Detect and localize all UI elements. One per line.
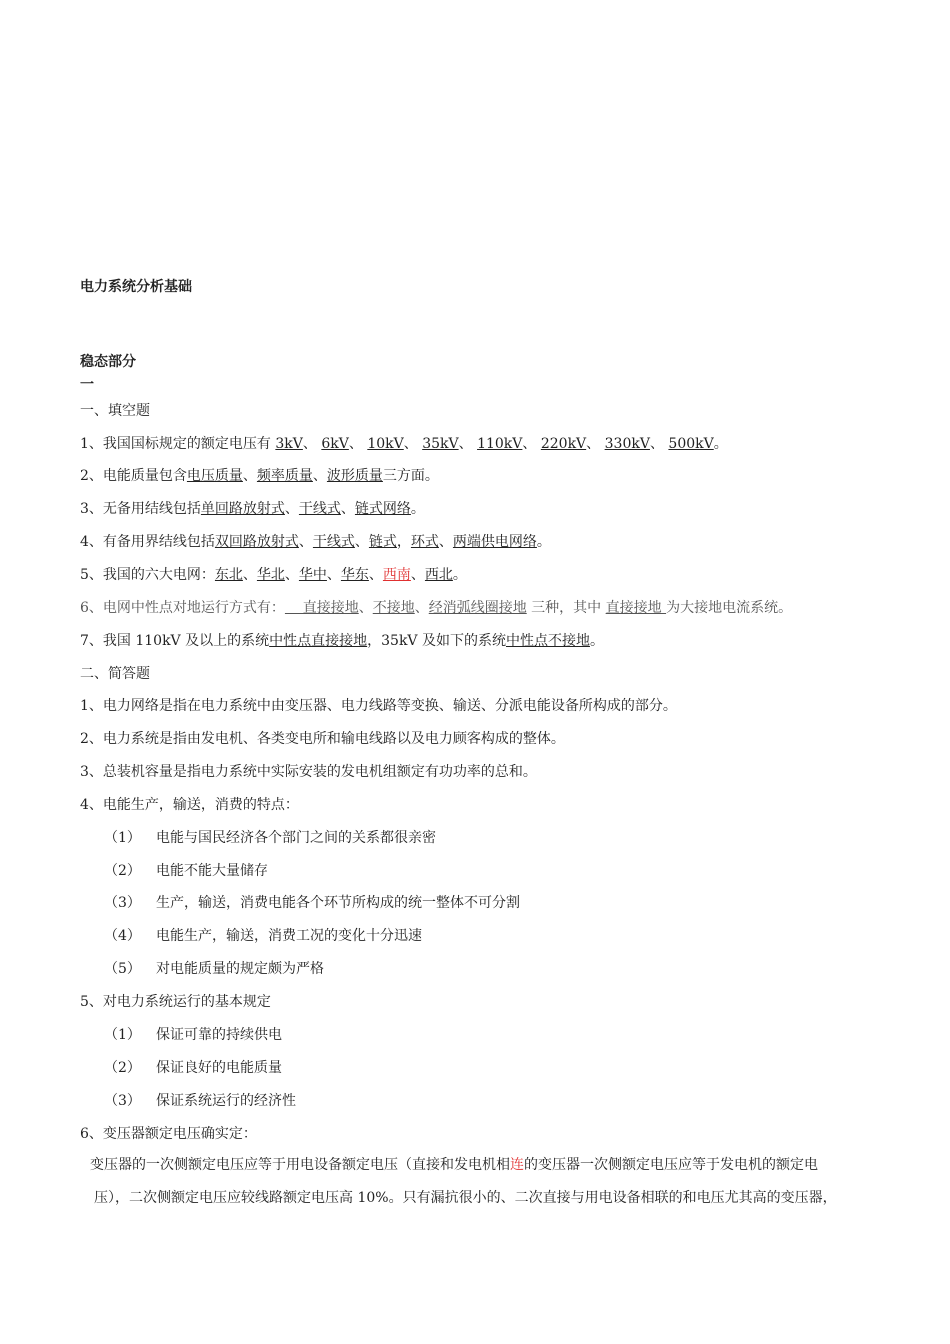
answer-6: 6、变压器额定电压确实定：: [80, 1126, 257, 1142]
answer: 两端供电网络: [452, 534, 537, 550]
answer: 电压质量: [186, 468, 243, 484]
answer: 不接地: [372, 600, 415, 616]
answer: 直接接地: [284, 600, 359, 616]
list-item: （5） 对电能质量的规定颇为严格: [104, 961, 324, 977]
answer: 华东: [340, 567, 369, 583]
answer: 干线式: [298, 501, 341, 517]
doc-title: 电力系统分析基础: [80, 279, 192, 295]
answer: 频率质量: [256, 468, 313, 484]
answer-6-paragraph: 变压器的一次侧额定电压应等于用电设备额定电压（直接和发电机相连的变压器一次侧额定电压应等于发电机的额定电 压），二次侧额定电压应较线路额定电压高 10%。只有漏抗很小的、二次直接与用电设备相联的和电压尤其高的变压器，: [90, 1157, 837, 1206]
answer: 220kV: [540, 436, 587, 452]
highlighted-char: 连: [510, 1157, 524, 1173]
answer: 华北: [256, 567, 285, 583]
answer: 链式网络: [354, 501, 411, 517]
answer: 干线式: [312, 534, 355, 550]
answer: 环式: [410, 534, 439, 550]
answer-highlighted: 西南: [382, 567, 411, 583]
list-item: （2） 电能不能大量储存: [104, 863, 268, 879]
question-5: 5、我国的六大电网：东北、华北、华中、华东、西南、西北。: [80, 567, 467, 583]
answer: 中性点直接接地: [269, 633, 368, 649]
answer: 西北: [424, 567, 453, 583]
answer: 华中: [298, 567, 327, 583]
section-heading: 稳态部分: [80, 354, 136, 370]
section-number: 一: [80, 377, 94, 393]
answer-4: 4、电能生产，输送，消费的特点：: [80, 797, 299, 813]
answer: 110kV: [477, 436, 523, 452]
answer: 单回路放射式: [200, 501, 285, 517]
list-item: （3） 保证系统运行的经济性: [104, 1093, 296, 1109]
list-item: （3） 生产，输送，消费电能各个环节所构成的统一整体不可分割: [104, 895, 520, 911]
answer: 链式: [368, 534, 397, 550]
answer-3: 3、总装机容量是指电力系统中实际安装的发电机组额定有功功率的总和。: [80, 764, 537, 780]
list-item: （2） 保证良好的电能质量: [104, 1060, 282, 1076]
answer: 6kV: [321, 436, 349, 452]
list-item: （4） 电能生产，输送，消费工况的变化十分迅速: [104, 928, 422, 944]
part1-heading: 一、填空题: [80, 403, 150, 419]
answer: 500kV: [668, 436, 714, 452]
answer-2: 2、电力系统是指由发电机、各类变电所和输电线路以及电力顾客构成的整体。: [80, 731, 565, 747]
answer: 经消弧线圈接地: [428, 600, 527, 616]
question-4: 4、有备用界结线包括双回路放射式、干线式、链式，环式、两端供电网络。: [80, 534, 551, 550]
answer: 3kV: [275, 436, 303, 452]
answer: 330kV: [604, 436, 650, 452]
answer: 双回路放射式: [214, 534, 299, 550]
answer: 35kV: [422, 436, 459, 452]
question-6: 6、电网中性点对地运行方式有： 直接接地、不接地、经消弧线圈接地 三种，其中 直接接地 为大接地电流系统。: [80, 600, 793, 616]
question-1: 1、我国国标规定的额定电压有 3kV、 6kV、 10kV、 35kV、 110kV、 220kV、 330kV、 500kV。: [80, 436, 728, 452]
answer-5: 5、对电力系统运行的基本规定: [80, 994, 271, 1010]
answer: 中性点不接地: [505, 633, 590, 649]
answer: 东北: [214, 567, 243, 583]
question-3: 3、无备用结线包括单回路放射式、干线式、链式网络。: [80, 501, 425, 517]
answer: 直接接地: [605, 600, 667, 616]
question-2: 2、电能质量包含电压质量、频率质量、波形质量三方面。: [80, 468, 439, 484]
answer: 10kV: [367, 436, 404, 452]
list-item: （1） 保证可靠的持续供电: [104, 1027, 282, 1043]
part2-heading: 二、简答题: [80, 666, 150, 682]
answer-1: 1、电力网络是指在电力系统中由变压器、电力线路等变换、输送、分派电能设备所构成的部分。: [80, 698, 677, 714]
answer: 波形质量: [326, 468, 383, 484]
question-7: 7、我国 110kV 及以上的系统中性点直接接地，35kV 及如下的系统中性点不接地。: [80, 633, 604, 649]
list-item: （1） 电能与国民经济各个部门之间的关系都很亲密: [104, 830, 436, 846]
